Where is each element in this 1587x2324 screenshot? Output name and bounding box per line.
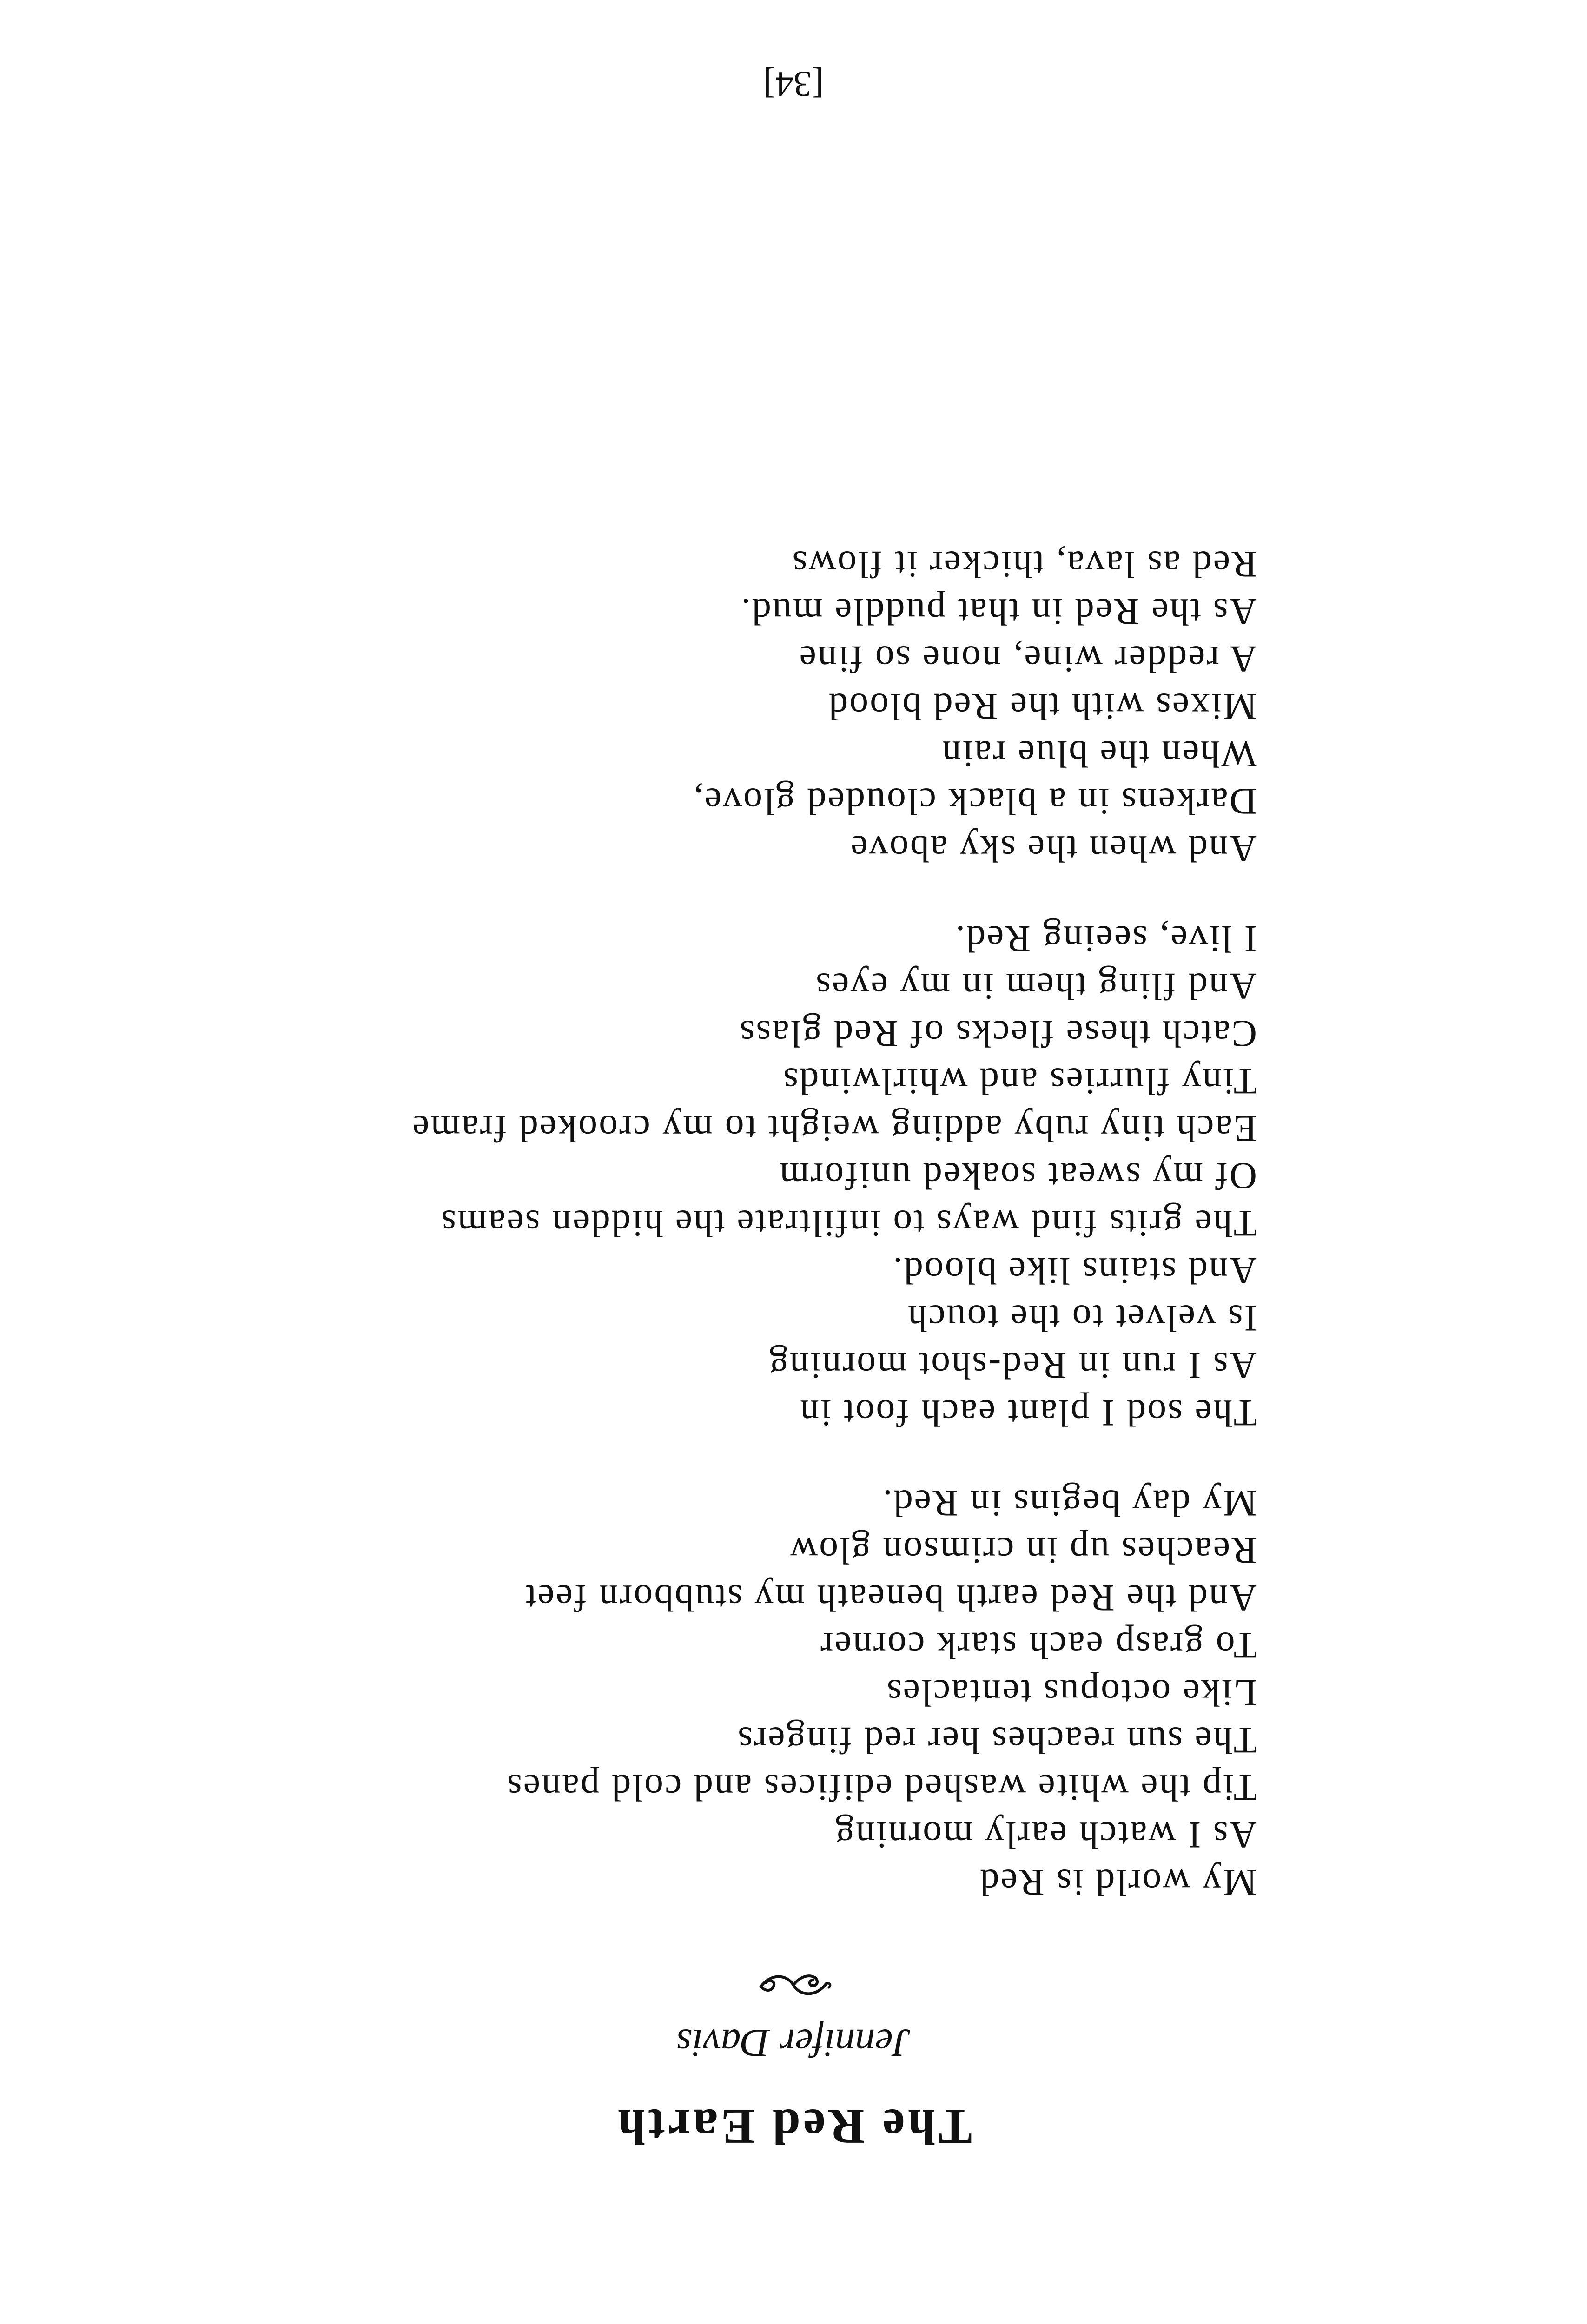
poem-line: Catch these flecks of Red glass <box>738 1013 1257 1055</box>
poem-line: My world is Red <box>979 1862 1257 1904</box>
poem-line: To grasp each stark corner <box>819 1624 1257 1667</box>
poem-line: When the blue rain <box>940 733 1257 775</box>
poem-line: The sod I plant each foot in <box>799 1392 1257 1434</box>
poem-title: The Red Earth <box>615 2099 972 2154</box>
poem-line: Each tiny ruby adding weight to my crooked frame <box>411 1108 1257 1150</box>
poem-line: Mixes with the Red blood <box>827 686 1257 728</box>
poem-line: A redder wine, none so fine <box>798 638 1257 680</box>
poem-line: And the Red earth beneath my stubborn feet <box>524 1577 1257 1619</box>
poem-line: Darkens in a black clouded glove, <box>692 780 1257 823</box>
poem-line: The grits find ways to infiltrate the hidden seams <box>440 1202 1257 1245</box>
poem-line: Of my sweat soaked uniform <box>778 1155 1257 1197</box>
poem-line: My day begins in Red. <box>881 1482 1257 1525</box>
poem-body <box>95 498 1257 1906</box>
poem-line: Red as lava, thicker it flows <box>791 543 1257 586</box>
poem-line: As I watch early morning <box>834 1814 1257 1856</box>
poem-line: And fling them in my eyes <box>814 965 1257 1008</box>
poem-line: Is velvet to the touch <box>906 1297 1257 1340</box>
poem-line: Like octopus tentacles <box>885 1672 1257 1714</box>
stanza <box>95 1479 1257 1906</box>
poem-author: Jennifer Davis <box>676 2021 911 2066</box>
poem-line: And stains like blood. <box>892 1250 1257 1292</box>
poem-line: As the Red in that puddle mud. <box>740 591 1257 633</box>
stanza <box>95 915 1257 1437</box>
poem-line: The sun reaches her red fingers <box>736 1719 1257 1762</box>
poem-line: As I run in Red-shot morning <box>768 1345 1257 1387</box>
poem-line: Reaches up in crimson glow <box>788 1530 1257 1572</box>
poem-line: And when the sky above <box>849 828 1257 870</box>
page-number: [34] <box>763 64 824 105</box>
poem-line: Tiny flurries and whirlwinds <box>782 1060 1257 1103</box>
poem-line: I live, seeing Red. <box>954 918 1257 960</box>
fleuron-ornament-icon <box>752 1964 835 2006</box>
poem-line: Tip the white washed edifices and cold panes <box>505 1767 1257 1809</box>
stanza <box>95 541 1257 872</box>
